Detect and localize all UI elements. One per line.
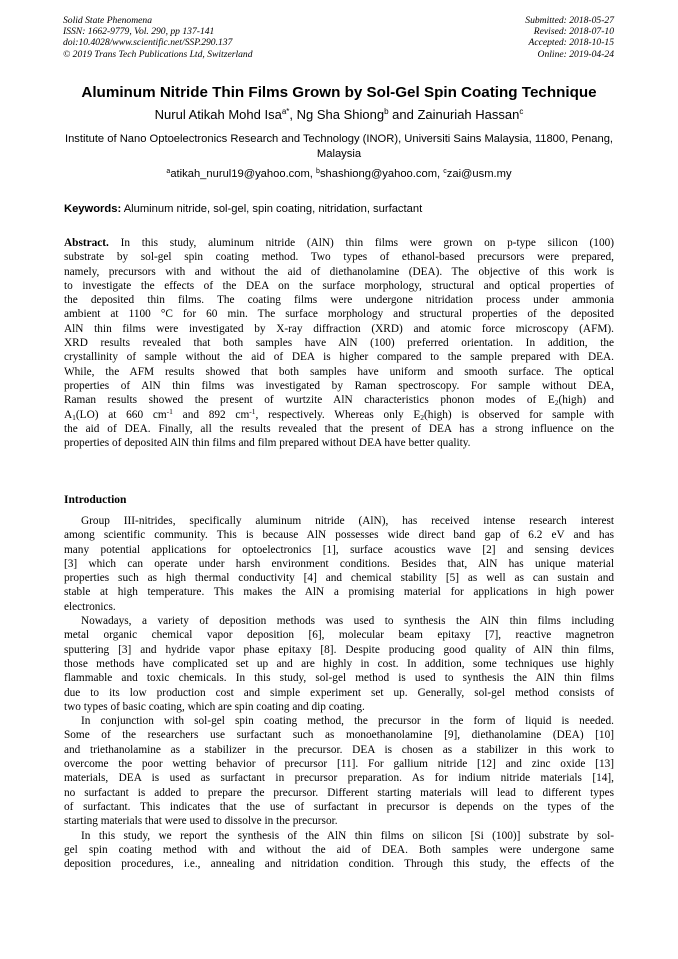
- email-link[interactable]: zai@usm.my: [446, 168, 512, 180]
- paragraph-line: due to its low production cost and simple experiment set up. Generally, sol-gel method consists of: [64, 686, 614, 699]
- paragraph-line: sputtering [3] and hydride vapor phase epitaxy [8]. Despite producing good quality of AlN thin films,: [64, 643, 614, 656]
- journal-name: Solid State Phenomena: [63, 15, 152, 26]
- keywords: [64, 203, 614, 216]
- abstract-line: Abstract. In this study, aluminum nitride (AlN) thin films were grown on p-type silicon (100): [64, 237, 614, 249]
- abstract-line: ambient at 1100 °C for 60 min. The surface morphology and structural properties of the deposited: [64, 308, 614, 321]
- abstract-line: properties of deposited AlN thin films and film prepared without DEA have better quality.: [64, 437, 471, 450]
- author-affiliation-mark: a*: [281, 107, 290, 116]
- paragraph-line: starting materials that were used to dissolve in the precursor.: [64, 815, 338, 828]
- email-mark: b: [316, 168, 320, 175]
- paragraph-line: two types of basic coating, which are spin coating and dip coating.: [64, 700, 365, 713]
- journal-info: [63, 15, 253, 60]
- accepted-date: Accepted: 2018-10-15: [528, 37, 614, 49]
- abstract-label: Abstract.: [64, 237, 109, 249]
- paragraph-line: In conjunction with sol-gel spin coating method, the precursor in the form of liquid is needed.: [81, 715, 614, 728]
- paragraph-line: among scientific community. This is because AlN possesses wide direct band gap of 6.2 eV and has: [64, 529, 614, 542]
- author-affiliation-mark: c: [519, 107, 524, 116]
- abstract-line: XRD results revealed that both samples have AlN (100) preferred orientation. In addition, the: [64, 337, 614, 350]
- author-separator: and: [388, 107, 418, 122]
- doi: doi:10.4028/www.scientific.net/SSP.290.137: [63, 37, 233, 49]
- paper-title: Aluminum Nitride Thin Films Grown by Sol-Gel Spin Coating Technique: [81, 84, 597, 101]
- abstract-line: the deposited thin films. The coating films were undergone nitridation process under ammonia: [64, 294, 614, 307]
- author-name: Zainuriah Hassan: [417, 107, 520, 122]
- publication-dates: [525, 15, 614, 60]
- paragraph-line: gel spin coating method with and without the aid of DEA. Both samples were undergone same: [64, 843, 614, 856]
- paragraph-line: many potential applications for optoelectronics [1], surface acoustics wave [2] and sensing devices: [64, 543, 614, 556]
- email-mark: a: [166, 168, 171, 175]
- email-mark: c: [443, 168, 447, 175]
- paragraph-line: Nowadays, a variety of deposition methods was used to synthesis the AlN thin films including: [81, 615, 614, 628]
- paragraph-line: properties such as high thermal conductivity [4] and chemical stability [5] as well as can sustain and: [64, 572, 614, 585]
- author-affiliation-mark: b: [384, 107, 389, 116]
- keywords-label: Keywords:: [64, 203, 122, 215]
- abstract: [64, 236, 614, 450]
- abstract-line: While, the AFM results showed that both samples have uniform and smooth surface. The optical: [64, 365, 614, 378]
- email-link[interactable]: shashiong@yahoo.com,: [319, 168, 444, 180]
- abstract-line: properties of AlN thin films was investigated by Raman spectroscopy. For sample without DEA,: [64, 379, 614, 392]
- author-emails: [0, 168, 678, 181]
- paragraph-line: electronics.: [64, 600, 116, 613]
- author-name: Ng Sha Shiong: [296, 107, 385, 122]
- section-heading: Introduction: [64, 494, 127, 506]
- revised-date: Revised: 2018-07-10: [533, 26, 614, 38]
- online-date: Online: 2019-04-24: [537, 48, 614, 60]
- paragraph-line: metal organic chemical vapor deposition [6], molecular beam epitaxy [7], reactive magnetron: [64, 629, 614, 642]
- paragraph-line: of surfactant. This indicates that the use of surfactant in precursor is depends on the types of the: [64, 800, 614, 813]
- abstract-line: Raman results showed the present of wurtzite AlN characteristics phonon modes of $E_2(high)$ and: [64, 394, 614, 408]
- affiliation: Institute of Nano Optoelectronics Research and Technology (INOR), Universiti Sains Malaysia, 11800, Penang, Malaysia: [64, 133, 614, 160]
- abstract-line: substrate by sol-gel spin coating method. Two types of ethanol-based precursors were prepared,: [64, 251, 614, 264]
- email-link[interactable]: atikah_nurul19@yahoo.com,: [170, 168, 317, 180]
- paragraph-line: Some of the researchers use surfactant such as monoethanolamine [9], diethanolamine (DEA) [10]: [64, 729, 614, 742]
- paragraph-line: flammable and toxic chemicals. In this study, sol-gel method is used to synthesis the AlN thin films: [64, 672, 614, 685]
- abstract-line: $A_1(LO)$ at 660 $cm^{-1}$ and 892 $cm^{-1}$, respectively. Whereas only $E_2(high)$ is observed for sample with: [64, 407, 614, 422]
- paragraph-line: Group III-nitrides, specifically aluminum nitride (AlN), has received intense research interest: [81, 515, 614, 527]
- issn: ISSN: 1662-9779, Vol. 290, pp 137-141: [63, 26, 215, 38]
- copyright: © 2019 Trans Tech Publications Ltd, Switzerland: [63, 48, 253, 60]
- author-list: [0, 107, 678, 122]
- paragraph-line: and triethanolamine as a stabilizer in the precursor. DEA is chosen as a stabilizer in this work to: [64, 743, 614, 756]
- keywords-text: Aluminum nitride, sol-gel, spin coating, nitridation, surfactant: [121, 203, 423, 215]
- abstract-line: crystallinity of sample without the aid of DEA is higher compared to the sample prepared with DEA.: [64, 351, 614, 364]
- author-name: Nurul Atikah Mohd Isa: [154, 107, 282, 122]
- author-separator: ,: [289, 107, 297, 122]
- paragraph-line: materials, DEA is used as surfactant in precursor preparation. As for indium nitride materials [14],: [64, 772, 614, 785]
- paragraph-line: stable at high temperature. This makes the AlN a promising material for applications in high power: [64, 586, 614, 599]
- paragraph-line: [3] which can operate under harsh environment conditions. Besides that, AlN has unique material: [64, 557, 614, 570]
- paragraph-line: deposition procedures, i.e., annealing and nitridation condition. Through this study, the effects of the: [64, 858, 614, 871]
- submitted-date: Submitted: 2018-05-27: [525, 15, 614, 26]
- paragraph-line: In this study, we report the synthesis of the AlN thin films on silicon [Si (100)] substrate by sol-: [81, 829, 614, 842]
- abstract-line: AlN thin films were investigated by X-ray diffraction (XRD) and atomic force microscopy (AFM).: [64, 322, 614, 335]
- abstract-line: the aid of DEA. Finally, all the results revealed that the present of DEA has a strong influence on the: [64, 422, 614, 435]
- abstract-line: to investigate the effects of the DEA on the surface morphology, structural and optical properties of: [64, 279, 614, 292]
- abstract-line: namely, precursors with and without the aid of diethanolamine (DEA). The objective of this work is: [64, 265, 614, 278]
- introduction-text: [64, 514, 614, 871]
- paragraph-line: overcome the poor wetting behavior of precursor [11]. For gallium nitride [12] and zinc oxide [13]: [64, 758, 614, 771]
- paragraph-line: no surfactant is added to prepare the precursor. Different starting materials will lead to different types: [64, 786, 614, 799]
- paragraph-line: those methods have complicated set up and are highly in cost. In addition, some techniques use highly: [64, 657, 614, 670]
